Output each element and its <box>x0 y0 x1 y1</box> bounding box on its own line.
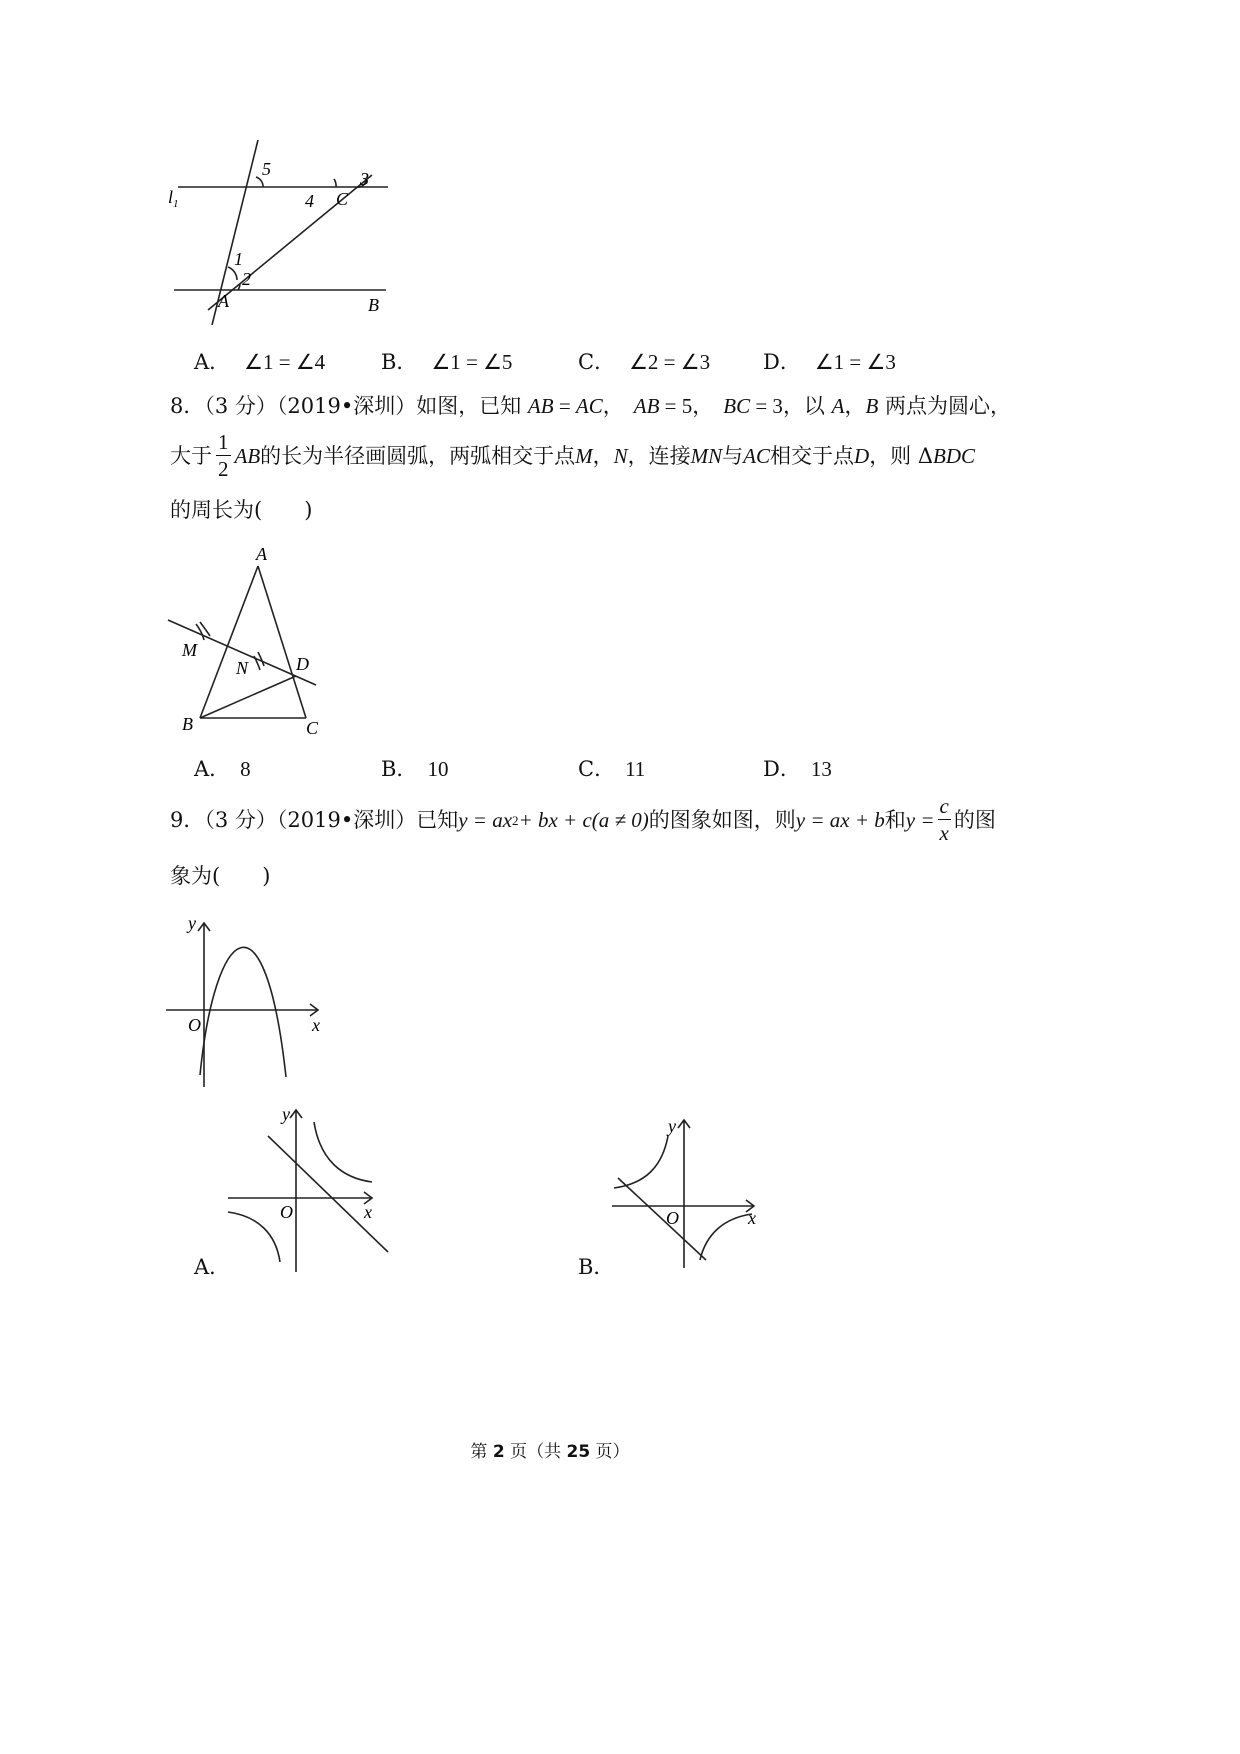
q7-option-d-text: ∠1 = ∠3 <box>814 350 896 374</box>
q7-option-d-letter: D． <box>763 350 801 374</box>
q7-option-c-letter: C． <box>578 350 616 374</box>
q8-fraction: $\frac{1}{2}$ <box>218 430 229 481</box>
label-b: B <box>182 714 193 734</box>
label-d: D <box>296 654 309 674</box>
side-ac <box>258 566 306 718</box>
q7-option-a-text: ∠1 = ∠4 <box>244 350 326 374</box>
q9-line-1: 9．（3 分）（2019•深圳）已知 y = ax 2 + bx + c(a ≠ 0) 的图象如图，则 y = ax + b 和 y = $\frac{c}{x}$ 的图 <box>170 794 996 845</box>
hyperbola-branch-2 <box>228 1212 280 1262</box>
page-footer: 第 2 页（共 25 页） <box>470 1442 630 1462</box>
y-label: y <box>282 1104 290 1124</box>
label-a: A <box>218 291 229 311</box>
q8-option-b-letter: B． <box>381 757 418 781</box>
label-c: C <box>306 718 319 738</box>
q8-option-a-letter: A． <box>194 757 231 781</box>
q7-option-a-letter: A． <box>194 350 231 374</box>
q7-option-c-text: ∠2 = ∠3 <box>629 350 711 374</box>
q8-line-3: 的周长为( ) <box>170 498 313 522</box>
q8-option-a[interactable] <box>194 759 251 780</box>
arc-n <box>254 652 264 670</box>
label-4: 4 <box>305 191 314 211</box>
q8-option-c-letter: C． <box>578 757 616 781</box>
q9-option-b-graph[interactable] <box>606 1108 786 1278</box>
origin-label: O <box>280 1202 293 1222</box>
label-a: A <box>256 544 267 564</box>
parabola-curve <box>200 947 286 1077</box>
page-total: 25 <box>566 1442 591 1462</box>
label-2: 2 <box>242 269 251 289</box>
hyperbola-branch-1 <box>614 1136 668 1188</box>
q8-option-c-text: 11 <box>625 757 646 781</box>
y-label: y <box>188 913 196 933</box>
page-number: 2 <box>492 1442 505 1462</box>
q8-option-b[interactable] <box>381 759 448 780</box>
q9-option-a-graph[interactable] <box>222 1100 402 1280</box>
q8-option-b-text: 10 <box>427 757 449 781</box>
q8-option-a-text: 8 <box>240 757 251 781</box>
q9-fraction: $\frac{c}{x}$ <box>939 794 949 845</box>
hyperbola-branch-2 <box>700 1214 752 1260</box>
q8-line-1: 8．（3 分）（2019•深圳）如图，已知 AB = AC， AB = 5， BC = 3，以 A，B 两点为圆心， <box>170 394 1011 418</box>
x-label: x <box>364 1202 372 1222</box>
y-label: y <box>668 1116 676 1136</box>
q8-option-c[interactable] <box>578 759 645 780</box>
q9-line-2: 象为( ) <box>170 864 271 888</box>
linear-line <box>268 1136 388 1252</box>
q8-option-d-letter: D． <box>763 757 801 781</box>
q9-option-a-letter: A． <box>194 1255 231 1279</box>
q9-main-graph <box>160 905 340 1095</box>
q7-option-b-letter: B． <box>381 350 418 374</box>
q8-figure <box>160 540 340 740</box>
origin-label: O <box>666 1208 679 1228</box>
label-n: N <box>236 658 249 678</box>
q9-option-b-letter: B． <box>578 1255 615 1279</box>
q7-figure <box>160 135 400 335</box>
q7-option-b[interactable] <box>381 352 512 373</box>
label-5: 5 <box>262 159 271 179</box>
label-m: M <box>182 640 197 660</box>
label-l1: $l_1$ <box>168 187 179 210</box>
label-b: B <box>368 295 379 315</box>
q8-option-d[interactable] <box>763 759 832 780</box>
label-1: 1 <box>234 249 243 269</box>
angle-arc-4 <box>334 179 336 187</box>
side-ab <box>200 566 258 718</box>
label-c: C <box>336 189 349 209</box>
q7-option-b-text: ∠1 = ∠5 <box>431 350 513 374</box>
linear-line <box>618 1178 706 1260</box>
label-3: 3 <box>360 169 369 189</box>
x-label: x <box>748 1208 756 1228</box>
origin-label: O <box>188 1015 201 1035</box>
x-label: x <box>312 1015 320 1035</box>
q7-option-d[interactable] <box>763 352 896 373</box>
q7-option-a[interactable] <box>194 352 325 373</box>
q8-option-d-text: 13 <box>810 757 832 781</box>
q7-option-c[interactable] <box>578 352 710 373</box>
q8-line-2: 大于 $\frac{1}{2}$ AB 的长为半径画圆弧，两弧相交于点 M ， N ，连接 MN 与 AC 相交于点 D ，则 Δ BDC <box>170 430 976 481</box>
hyperbola-branch-1 <box>314 1122 372 1182</box>
